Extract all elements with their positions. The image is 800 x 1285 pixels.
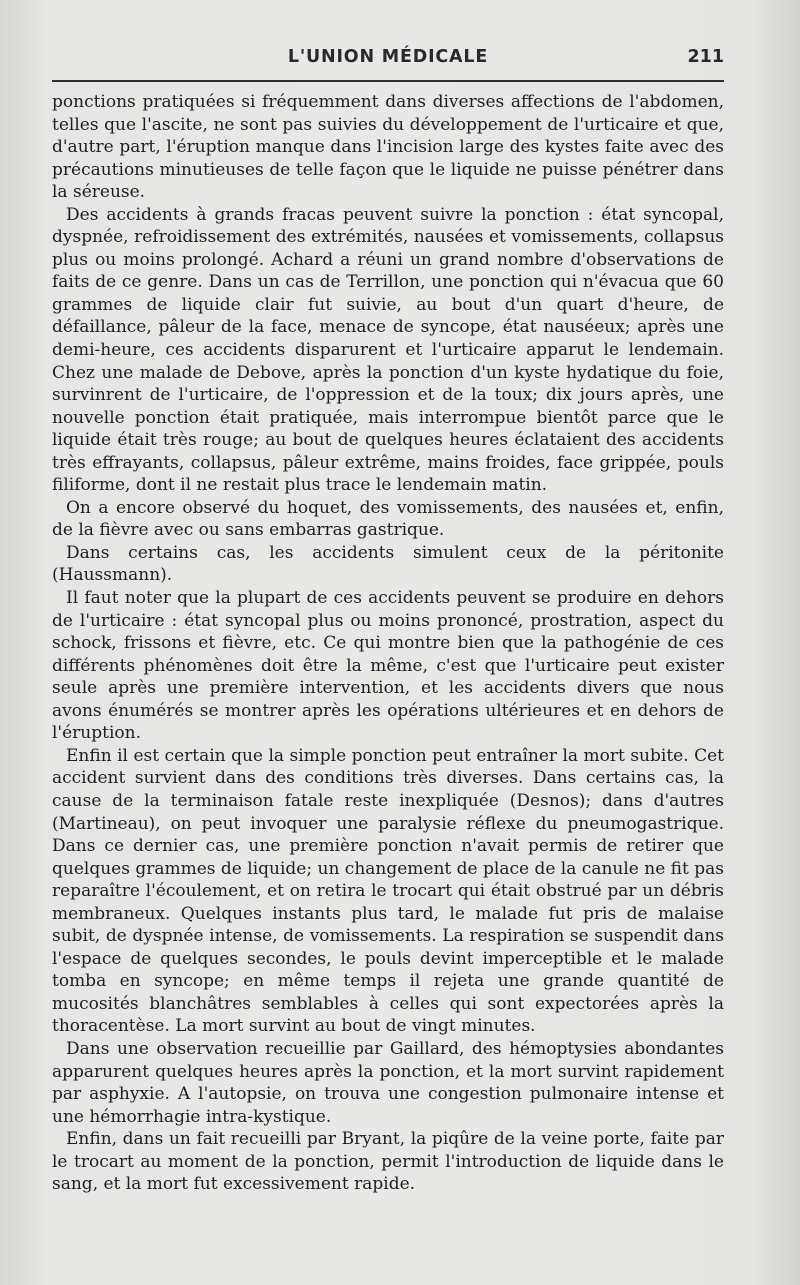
paragraph-peritonite: Dans certains cas, les accidents simulent ceux de la péritonite (Haussmann).	[52, 542, 724, 586]
paragraph-gaillard: Dans une observation recueillie par Gaillard, des hémoptysies abondantes apparurent quelques heures après la ponction, et la mort survint rapidement par asphyxie. A l'autopsie, on trouva une congestion pulmonaire intense et une hémorrhagie intra-kystique.	[52, 1038, 724, 1127]
paragraph-bryant: Enfin, dans un fait recueilli par Bryant, la piqûre de la veine porte, faite par le trocart au moment de la ponction, permit l'introduction de liquide dans le sang, et la mort fut excessivement rapide.	[52, 1129, 724, 1195]
page-number: 211	[687, 47, 724, 67]
header-rule	[52, 80, 724, 82]
paragraph-pathogenie: Il faut noter que la plupart de ces accidents peuvent se produire en dehors de l'urticaire : état syncopal plus ou moins prononcé, prostration, aspect du schock, frissons et fièvre, etc. Ce qui montre bien que la pathogénie de ces différents phénomènes doit être la même, c'est que l'urticaire peut exister seule après une première intervention, et les accidents divers que nous avons énumérés se montrer après les opérations ultérieures et en dehors de l'éruption.	[52, 588, 724, 744]
article-body	[52, 91, 724, 1196]
paragraph-accidents: Des accidents à grands fracas peuvent suivre la ponction : état syncopal, dyspnée, refroidissement des extrémités, nausées et vomissements, collapsus plus ou moins prolongé. Achard a réuni un grand nombre d'observations de faits de ce genre. Dans un cas de Terrillon, une ponction qui n'évacua que 60 grammes de liquide clair fut suivie, au bout d'un quart d'heure, de défaillance, pâleur de la face, menace de syncope, état nauséeux; après une demi-heure, ces accidents disparurent et l'urticaire apparut le lendemain. Chez une malade de Debove, après la ponction d'un kyste hydatique du foie, survinrent de l'urticaire, de l'oppression et de la toux; dix jours après, une nouvelle ponction était pratiquée, mais interrompue bientôt parce que le liquide était très rouge; au bout de quelques heures éclataient des accidents très effrayants, collapsus, pâleur extrême, mains froides, face grippée, pouls filiforme, dont il ne restait plus trace le lendemain matin.	[52, 204, 724, 496]
running-head	[52, 45, 724, 75]
paragraph-hoquet: On a encore observé du hoquet, des vomissements, des nausées et, enfin, de la fièvre avec ou sans embarras gastrique.	[52, 497, 724, 541]
paragraph-mort-subite: Enfin il est certain que la simple ponction peut entraîner la mort subite. Cet accident survient dans des conditions très diverses. Dans certains cas, la cause de la terminaison fatale reste inexpliquée (Desnos); dans d'autres (Martineau), on peut invoquer une paralysie réflexe du pneumogastrique. Dans ce dernier cas, une première ponction n'avait permis de retirer que quelques grammes de liquide; un changement de place de la canule ne fit pas reparaître l'écoulement, et on retira le trocart qui était obstrué par un débris membraneux. Quelques instants plus tard, le malade fut pris de malaise subit, de dyspnée intense, de vomissements. La respiration se suspendit dans l'espace de quelques secondes, le pouls devint imperceptible et le malade tomba en syncope; en même temps il rejeta une grande quantité de mucosités blanchâtres semblables à celles qui sont expectorées après la thoracentèse. La mort survint au bout de vingt minutes.	[52, 745, 724, 1037]
journal-title: L'UNION MÉDICALE	[287, 47, 489, 67]
paragraph-continuation: ponctions pratiquées si fréquemment dans diverses affections de l'abdomen, telles que l'ascite, ne sont pas suivies du développement de l'urticaire et que, d'autre part, l'éruption manque dans l'incision large des kystes faite avec des précautions minutieuses de telle façon que le liquide ne puisse pénétrer dans la séreuse.	[52, 92, 724, 203]
